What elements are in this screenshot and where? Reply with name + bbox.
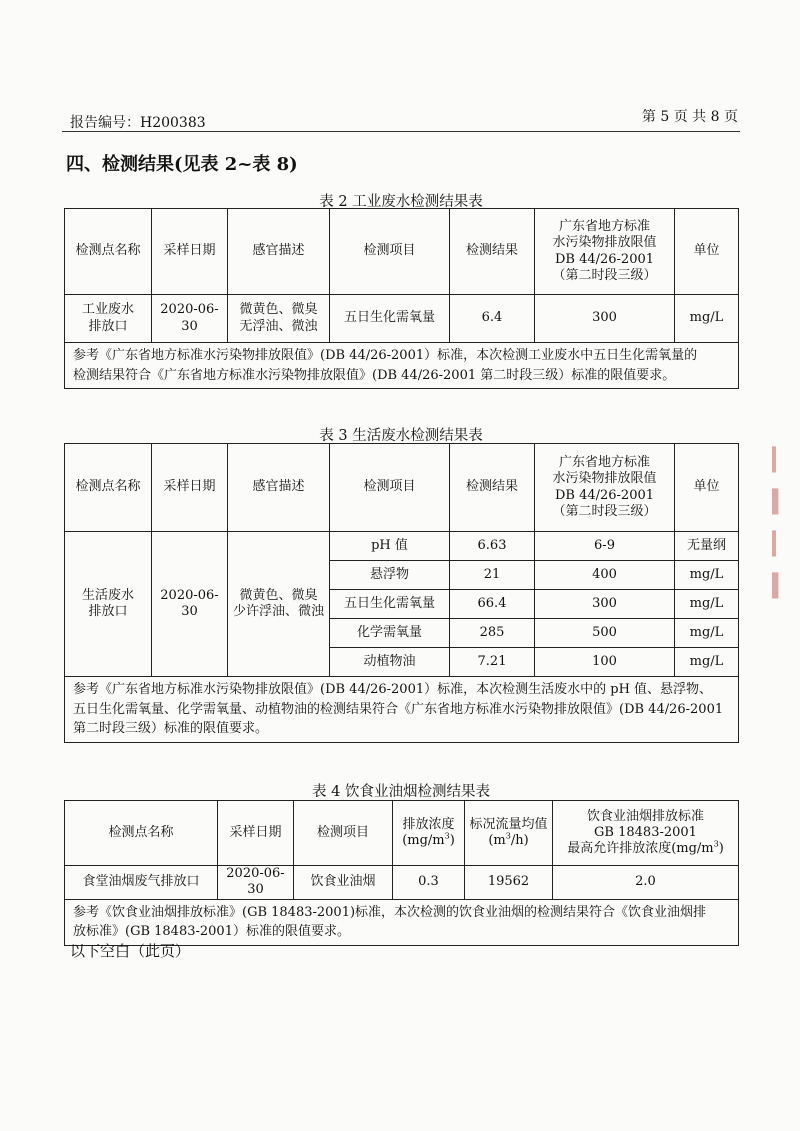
unit-cell: mg/L	[675, 561, 739, 590]
note-line: 参考《广东省地方标准水污染物排放限值》(DB 44/26-2001）标准，本次检测工业废水中五日生化需氧量的	[73, 348, 698, 363]
limit-cell: 500	[535, 619, 675, 648]
table3	[64, 443, 739, 743]
header-line: 广东省地方标准	[558, 219, 650, 234]
header-line	[555, 841, 736, 857]
cell-line: 排放口	[88, 318, 128, 334]
note-line: 五日生化需氧量、化学需氧量、动植物油的检测结果符合《广东省地方标准水污染物排放限值》(DB 44/26-2001	[73, 701, 724, 717]
flow-cell: 19562	[465, 866, 553, 900]
header-cell: 检测项目	[330, 444, 450, 532]
section-title: 四、检测结果(见表 2~表 8)	[66, 154, 298, 175]
note-line: 第二时段三级）标准的限值要求。	[73, 721, 269, 736]
note-line: 参考《广东省地方标准水污染物排放限值》(DB 44/26-2001）标准，本次检测生活废水中的 pH 值、悬浮物、	[73, 682, 713, 697]
table4-header-row	[65, 801, 739, 866]
note-row	[65, 899, 739, 945]
note-row	[65, 343, 739, 389]
header-text: )	[718, 841, 724, 857]
table4-caption: 表 4 饮食业油烟检测结果表	[312, 784, 490, 800]
note-cell	[65, 677, 739, 743]
header-line: 饮食业油烟排放标准	[586, 808, 704, 824]
cell-line: 微黄色、微臭	[239, 587, 318, 603]
desc-cell	[228, 295, 330, 343]
cell-line: 生活废水	[81, 587, 134, 603]
header-cell: 检测项目	[330, 209, 450, 295]
header-line: （第二时段三级）	[552, 267, 657, 283]
date-cell: 2020-06-30	[152, 532, 228, 677]
result-cell: 7.21	[450, 648, 535, 677]
limit-cell: 100	[535, 648, 675, 677]
header-text: (m	[488, 833, 506, 848]
header-cell: 单位	[675, 444, 739, 532]
header-line	[395, 833, 462, 849]
header-cell: 检测项目	[294, 801, 393, 866]
table-row	[65, 532, 739, 561]
header-line: DB 44/26-2001	[554, 487, 655, 503]
header-cell	[465, 801, 553, 866]
header-line: GB 18483-2001	[594, 824, 697, 840]
item-cell: 动植物油	[330, 648, 450, 677]
unit-cell: 无量纲	[675, 532, 739, 561]
blank-note: 以下空白（此页）	[70, 942, 191, 960]
header-line: 水污染物排放限值	[552, 471, 657, 487]
cell-line: 排放口	[88, 604, 128, 619]
header-line: 水污染物排放限值	[552, 235, 657, 251]
result-cell: 21	[450, 561, 535, 590]
header-cell	[535, 444, 675, 532]
unit-cell: mg/L	[675, 590, 739, 619]
item-cell: 五日生化需氧量	[330, 295, 450, 343]
cell-line: 微黄色、微臭	[239, 302, 318, 318]
unit-cell: mg/L	[675, 295, 739, 343]
header-cell	[535, 209, 675, 295]
header-cell: 单位	[675, 209, 739, 295]
unit-cell: mg/L	[675, 648, 739, 677]
header-line	[467, 833, 550, 849]
desc-cell	[228, 532, 330, 677]
result-cell: 6.63	[450, 532, 535, 561]
limit-cell: 2.0	[553, 866, 739, 900]
date-cell: 2020-06-30	[218, 866, 294, 900]
table2	[64, 208, 739, 389]
table4	[64, 800, 739, 946]
header-cell: 感官描述	[228, 444, 330, 532]
item-cell: 五日生化需氧量	[330, 590, 450, 619]
point-cell: 食堂油烟废气排放口	[65, 866, 218, 900]
header-text: 最高允许排放浓度(mg/m	[567, 841, 714, 857]
header-line: （第二时段三级）	[552, 503, 657, 519]
cell-line: 无浮油、微浊	[239, 318, 318, 334]
note-cell	[65, 343, 739, 389]
item-cell: 化学需氧量	[330, 619, 450, 648]
date-cell: 2020-06-30	[152, 295, 228, 343]
note-line: 参考《饮食业油烟排放标准》(GB 18483-2001)标准，本次检测的饮食业油烟的检测结果符合《饮食业油烟排	[73, 904, 707, 920]
header-cell: 采样日期	[218, 801, 294, 866]
header-text: )	[449, 833, 455, 848]
header-cell: 检测点名称	[65, 801, 218, 866]
result-cell: 285	[450, 619, 535, 648]
table-row	[65, 295, 739, 343]
header-line: 排放浓度	[402, 816, 455, 832]
header-line: 广东省地方标准	[558, 455, 650, 470]
unit-cell: mg/L	[675, 619, 739, 648]
superscript: 3	[713, 839, 719, 849]
header-cell: 检测结果	[450, 444, 535, 532]
result-cell: 66.4	[450, 590, 535, 619]
table2-caption: 表 2 工业废水检测结果表	[319, 194, 483, 210]
conc-cell: 0.3	[393, 866, 465, 900]
header-line: DB 44/26-2001	[554, 251, 655, 267]
note-line: 放标准》(GB 18483-2001）标准的限值要求。	[73, 924, 350, 939]
superscript: 3	[505, 831, 511, 841]
note-cell	[65, 899, 739, 945]
limit-cell: 6-9	[535, 532, 675, 561]
item-cell: 饮食业油烟	[294, 866, 393, 900]
item-cell: pH 值	[330, 532, 450, 561]
note-line: 检测结果符合《广东省地方标准水污染物排放限值》(DB 44/26-2001 第二时段三级）标准的限值要求。	[73, 367, 676, 383]
limit-cell: 300	[535, 295, 675, 343]
header-cell: 采样日期	[152, 209, 228, 295]
header-cell: 感官描述	[228, 209, 330, 295]
header-cell	[393, 801, 465, 866]
header-cell	[553, 801, 739, 866]
header-cell: 检测点名称	[65, 209, 152, 295]
table3-header-row	[65, 444, 739, 532]
table-row	[65, 866, 739, 900]
result-cell: 6.4	[450, 295, 535, 343]
header-cell: 检测结果	[450, 209, 535, 295]
superscript: 3	[444, 831, 450, 841]
cell-line: 少许浮油、微浊	[232, 604, 324, 619]
header-cell: 检测点名称	[65, 444, 152, 532]
header-cell: 采样日期	[152, 444, 228, 532]
limit-cell: 400	[535, 561, 675, 590]
seal-edge-mark: ▎ ▍ ▎ ▍	[772, 448, 789, 599]
header-rule	[62, 131, 740, 132]
point-cell	[65, 295, 152, 343]
report-number: 报告编号：H200383	[70, 115, 206, 131]
page-indicator: 第 5 页 共 8 页	[641, 109, 738, 125]
note-row	[65, 677, 739, 743]
header-text: (mg/m	[402, 833, 445, 848]
point-cell	[65, 532, 152, 677]
item-cell: 悬浮物	[330, 561, 450, 590]
header-line: 标况流量均值	[469, 816, 548, 832]
limit-cell: 300	[535, 590, 675, 619]
header-text: /h)	[510, 833, 529, 848]
table3-caption: 表 3 生活废水检测结果表	[319, 428, 483, 444]
cell-line: 工业废水	[81, 302, 134, 318]
table2-header-row	[65, 209, 739, 295]
